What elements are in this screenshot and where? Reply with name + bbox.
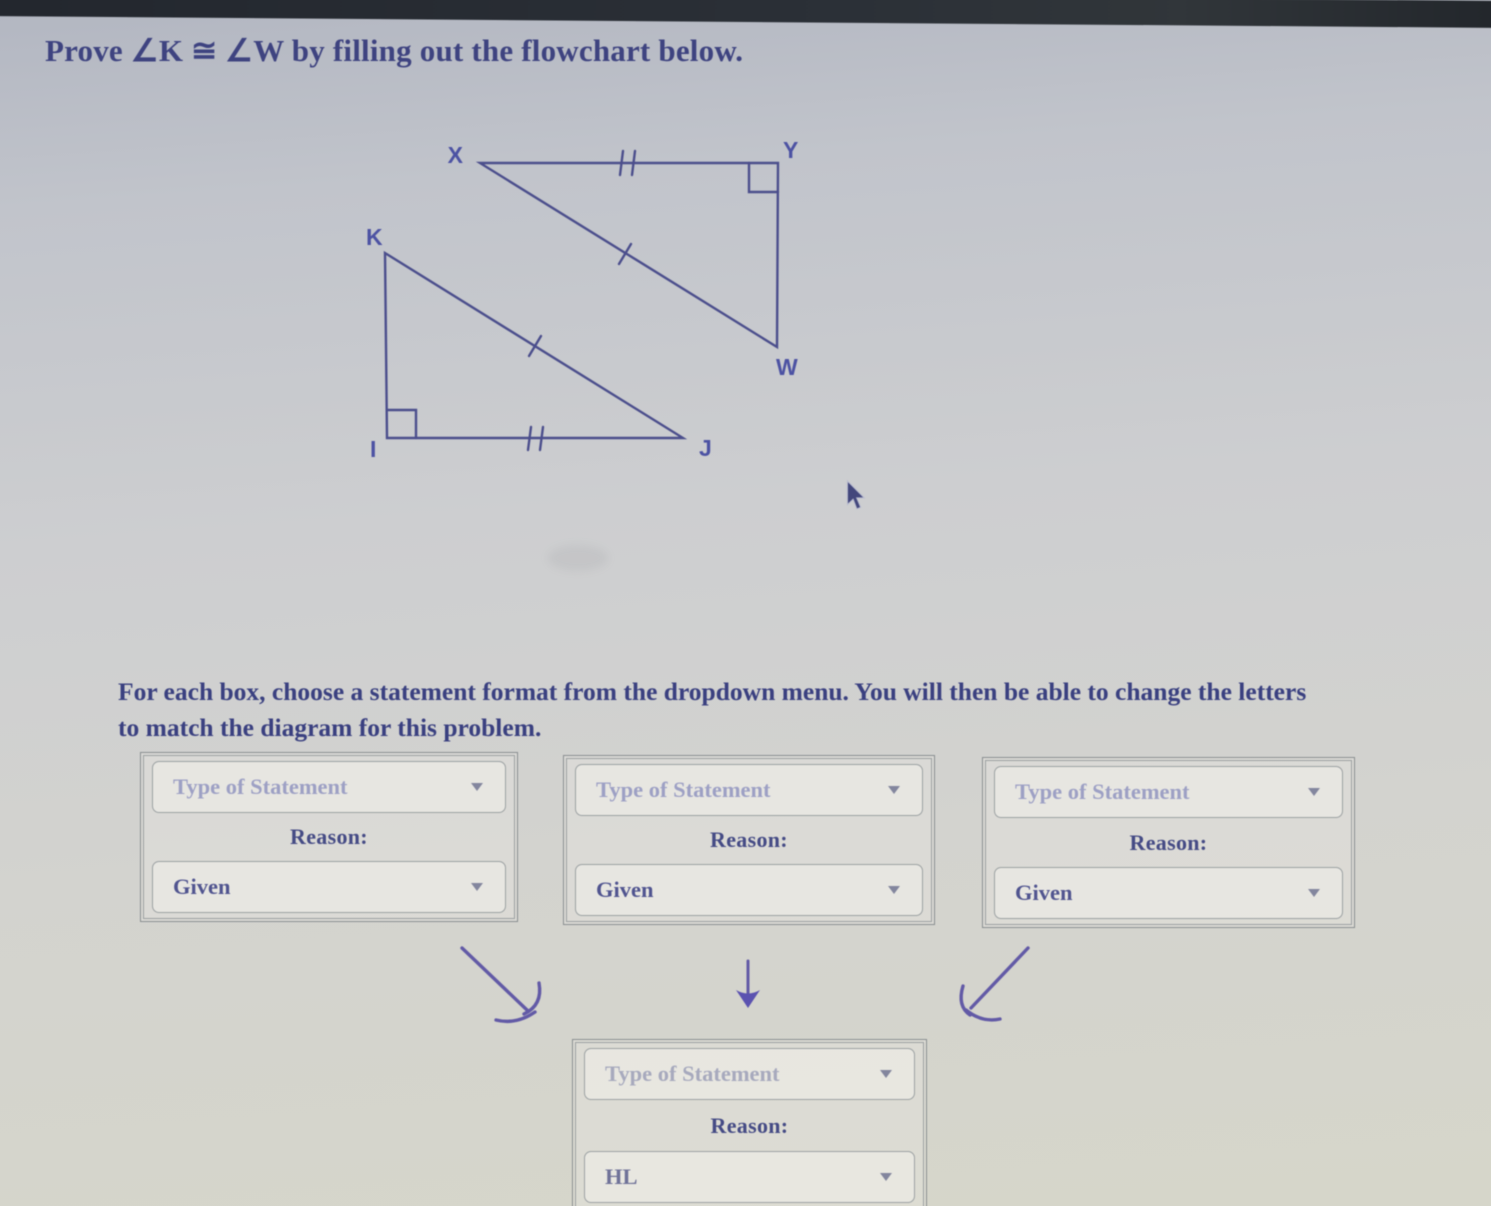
reason-label-3: Reason: bbox=[1129, 829, 1208, 855]
reason-value-2: Given bbox=[596, 877, 654, 902]
vertex-label-k: K bbox=[366, 224, 383, 250]
reason-value-4: HL bbox=[605, 1164, 638, 1189]
chevron-down-icon bbox=[1308, 889, 1320, 897]
chevron-down-icon bbox=[888, 786, 900, 794]
right-angle-mark-y bbox=[749, 163, 778, 192]
statement-type-dropdown-3[interactable] bbox=[994, 766, 1343, 818]
geometry-diagram bbox=[350, 130, 820, 475]
statement-box-2 bbox=[563, 755, 935, 925]
mouse-cursor bbox=[845, 481, 867, 511]
statement-box-1 bbox=[140, 752, 518, 922]
statement-type-dropdown-2[interactable] bbox=[575, 764, 923, 816]
statement-type-value-2: Type of Statement bbox=[596, 777, 771, 802]
chevron-down-icon bbox=[888, 886, 900, 894]
flow-arrow-left bbox=[462, 948, 540, 1021]
photo-glare-smudge bbox=[548, 545, 608, 571]
reason-label-2: Reason: bbox=[710, 827, 788, 852]
reason-dropdown-1[interactable] bbox=[152, 861, 506, 913]
statement-type-dropdown-4[interactable] bbox=[584, 1048, 915, 1100]
vertex-label-j: J bbox=[699, 435, 712, 461]
reason-dropdown-3[interactable] bbox=[994, 867, 1343, 919]
chevron-down-icon bbox=[471, 783, 483, 791]
chevron-down-icon bbox=[880, 1173, 892, 1181]
statement-type-dropdown-1[interactable] bbox=[152, 761, 506, 813]
flow-arrows bbox=[430, 935, 1050, 1030]
conclusion-box bbox=[572, 1039, 927, 1206]
vertex-label-w: W bbox=[776, 354, 798, 380]
reason-value-3: Given bbox=[1015, 880, 1073, 905]
vertex-label-y: Y bbox=[783, 137, 799, 163]
statement-type-value-4: Type of Statement bbox=[605, 1061, 780, 1086]
tick-single-xw bbox=[619, 244, 631, 264]
reason-label-1: Reason: bbox=[290, 824, 368, 849]
vertex-label-x: X bbox=[447, 142, 463, 168]
tick-single-kj bbox=[529, 336, 541, 356]
vertex-label-i: I bbox=[370, 436, 377, 462]
reason-label-4: Reason: bbox=[710, 1112, 789, 1138]
instruction-text: For each box, choose a statement format from the dropdown menu. You will then be able to change the letters to match the diagram for this problem. bbox=[118, 676, 1307, 743]
screen-bezel-top bbox=[0, 0, 1491, 28]
reason-dropdown-4[interactable] bbox=[584, 1151, 915, 1203]
chevron-down-icon bbox=[880, 1070, 892, 1078]
reason-dropdown-2[interactable] bbox=[575, 864, 923, 916]
right-angle-mark-i bbox=[387, 410, 416, 438]
chevron-down-icon bbox=[1308, 788, 1320, 796]
statement-type-value-3: Type of Statement bbox=[1015, 779, 1190, 804]
triangle-xyw bbox=[480, 163, 778, 347]
page-title: Prove ∠K ≅ ∠W by filling out the flowchart below. bbox=[45, 32, 744, 68]
flow-arrow-down bbox=[736, 961, 760, 1008]
reason-value-1: Given bbox=[173, 874, 231, 899]
statement-type-value-1: Type of Statement bbox=[173, 774, 348, 799]
chevron-down-icon bbox=[471, 883, 483, 891]
statement-box-3 bbox=[982, 757, 1355, 928]
flow-arrow-right bbox=[961, 948, 1028, 1020]
